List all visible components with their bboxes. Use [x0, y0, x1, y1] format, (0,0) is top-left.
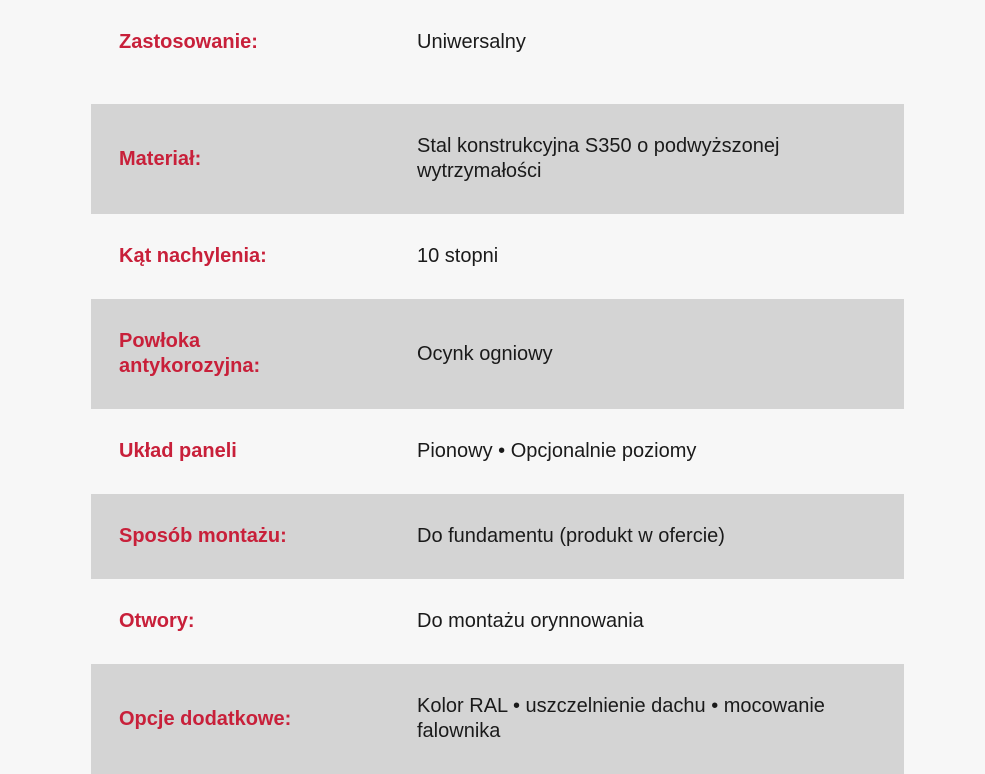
spec-label: Kąt nachylenia:	[119, 245, 267, 267]
spec-table	[91, 0, 904, 774]
spec-value: Do montażu orynnowania	[417, 610, 644, 632]
spec-row-application	[91, 0, 904, 104]
spec-row-mounting	[91, 494, 904, 579]
spec-label: Opcje dodatkowe:	[119, 707, 292, 730]
spec-row-options	[91, 664, 904, 774]
spec-label: Otwory:	[119, 610, 195, 632]
spec-row-material	[91, 104, 904, 214]
spec-value: Uniwersalny	[417, 30, 526, 53]
spec-value: 10 stopni	[417, 245, 499, 267]
spec-row-coating	[91, 299, 904, 409]
spec-label: Materiał:	[119, 147, 202, 170]
spec-label: Powłoka antykorozyjna:	[119, 330, 261, 377]
spec-value: Pionowy • Opcjonalnie poziomy	[417, 440, 697, 462]
spec-value: Stal konstrukcyjna S350 o podwyższonej wytrzymałości	[417, 135, 780, 182]
spec-label: Zastosowanie:	[119, 30, 258, 53]
spec-value: Do fundamentu (produkt w ofercie)	[417, 525, 725, 547]
spec-row-panel-layout	[91, 409, 904, 494]
spec-label: Układ paneli	[119, 440, 237, 462]
spec-value: Ocynk ogniowy	[417, 342, 553, 365]
spec-row-angle	[91, 214, 904, 299]
spec-value: Kolor RAL • uszczelnienie dachu • mocowanie falownika	[417, 695, 825, 742]
spec-row-holes	[91, 579, 904, 664]
spec-label: Sposób montażu:	[119, 525, 287, 547]
